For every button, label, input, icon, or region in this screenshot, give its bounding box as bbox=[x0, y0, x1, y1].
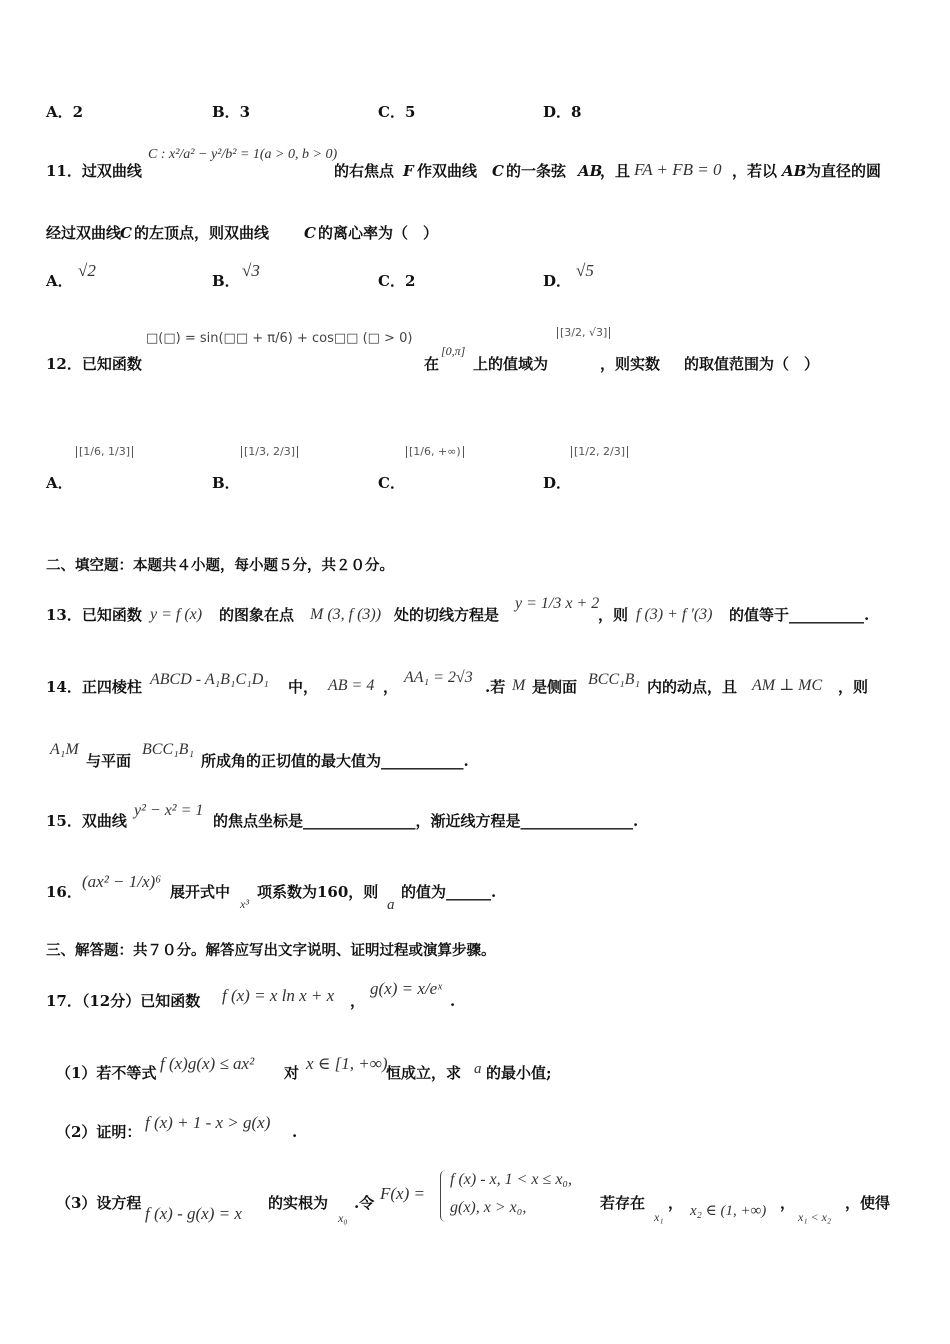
q11-vector-condition: FA + FB = 0 bbox=[634, 160, 722, 179]
q10-option-a: A．2 bbox=[46, 103, 84, 121]
q17-part2-dot: . bbox=[292, 1123, 298, 1141]
q12-interval: [0,π] bbox=[441, 344, 466, 358]
q14-text4: 内的动点，且 bbox=[647, 678, 738, 696]
q12-option-d-value: [1/2, 2/3] bbox=[571, 446, 628, 458]
q11-C2: C bbox=[120, 224, 132, 242]
q17-part3-x0: x₀ bbox=[338, 1211, 348, 1225]
q17-part3-equation: f (x) - g(x) = x bbox=[145, 1204, 242, 1223]
q12-option-c-value: [1/6, +∞) bbox=[406, 446, 464, 458]
q11-option-c: C．2 bbox=[378, 272, 416, 290]
q17-part3-label: （3）设方程 bbox=[56, 1194, 142, 1212]
q11-line2c: 的离心率为（ ） bbox=[318, 224, 439, 242]
q12-option-b-value: [1/3, 2/3] bbox=[241, 446, 298, 458]
q17-part1-a: a bbox=[474, 1061, 482, 1077]
q11-hyperbola-equation: C : x²/a² − y²/b² = 1(a > 0, b > 0) bbox=[148, 147, 338, 162]
q16-x3: x³ bbox=[240, 897, 249, 911]
q17-part3-x2-range: x₂ ∈ (1, +∞) bbox=[690, 1203, 767, 1219]
q14-text6: 与平面 bbox=[86, 752, 132, 770]
q15-number: 15．双曲线 bbox=[46, 812, 127, 830]
q17-part3-comma2: ， bbox=[780, 1194, 796, 1212]
q16-text1: 展开式中 bbox=[170, 883, 231, 901]
q11-line2: 经过双曲线 bbox=[46, 224, 122, 242]
q11-option-a-value: √2 bbox=[78, 261, 96, 280]
q12-option-a: A． bbox=[46, 474, 73, 492]
q13-point: M (3, f (3)) bbox=[310, 606, 382, 623]
q14-face: BCC₁B₁ bbox=[588, 671, 641, 688]
q13-text1: 的图象在点 bbox=[219, 606, 295, 624]
q10-option-c: C．5 bbox=[378, 103, 416, 121]
q14-number: 14．正四棱柱 bbox=[46, 678, 142, 696]
q12-function-formula: □(□) = sin(□□ + π/6) + cos□□ (□ > 0) bbox=[146, 331, 413, 346]
q14-perpendicular: AM ⊥ MC bbox=[752, 677, 823, 694]
q16-text3: 的值为______. bbox=[401, 883, 497, 901]
q17-part2-label: （2）证明： bbox=[56, 1123, 142, 1141]
q17-part1-text: 恒成立，求 bbox=[386, 1064, 462, 1082]
q11-text3: 的一条弦 bbox=[506, 162, 567, 180]
q14-text2: .若 bbox=[485, 678, 506, 696]
q12-option-d: D． bbox=[543, 474, 572, 492]
q11-C: C bbox=[492, 162, 504, 180]
q14-ab-length: AB = 4 bbox=[328, 677, 375, 694]
q17-part3-text2: .令 bbox=[354, 1194, 375, 1212]
q17-part3-case2: g(x), x > x₀, bbox=[450, 1199, 527, 1216]
q14-prism: ABCD - A₁B₁C₁D₁ bbox=[150, 671, 269, 688]
q17-part3-x1: x₁ bbox=[654, 1210, 664, 1224]
q10-option-b: B．3 bbox=[212, 103, 251, 121]
q16-text2: 项系数为160，则 bbox=[257, 883, 379, 901]
q12-range: [3/2, √3] bbox=[557, 327, 610, 339]
q13-text3: ，则 bbox=[598, 606, 629, 624]
q14-text3: 是侧面 bbox=[532, 678, 578, 696]
q11-option-d: D． bbox=[543, 272, 572, 290]
q12-text2: ，则实数 bbox=[600, 355, 661, 373]
q13-tangent-line: y = 1/3 x + 2 bbox=[515, 595, 600, 612]
q17-part3-end: ，使得 bbox=[845, 1194, 891, 1212]
q17-part3-case1: f (x) - x, 1 < x ≤ x₀, bbox=[450, 1171, 572, 1188]
q12-text3: 的取值范围为（ ） bbox=[684, 355, 820, 373]
q17-part1-label: （1）若不等式 bbox=[56, 1064, 157, 1082]
q12-option-b: B． bbox=[212, 474, 240, 492]
q17-part3-x1-lt-x2: x₁ < x₂ bbox=[798, 1210, 832, 1224]
q13-number: 13．已知函数 bbox=[46, 606, 142, 624]
q14-face2: BCC₁B₁ bbox=[142, 741, 195, 758]
q17-dot: . bbox=[450, 992, 456, 1010]
q11-text5: ，若以 bbox=[732, 162, 778, 180]
q17-part1-range: x ∈ [1, +∞) bbox=[306, 1054, 388, 1073]
q11-AB2: AB bbox=[782, 162, 807, 180]
q11-line2b: 的左顶点，则双曲线 bbox=[134, 224, 270, 242]
q14-a1m: A₁M bbox=[50, 741, 79, 758]
q11-text6: 为直径的圆 bbox=[806, 162, 882, 180]
q17-number: 17．（12分）已知函数 bbox=[46, 992, 201, 1010]
q13-function: y = f (x) bbox=[150, 606, 203, 623]
q17-part3-comma: ， bbox=[668, 1194, 684, 1212]
q11-text4: ，且 bbox=[600, 162, 631, 180]
q11-option-b: B． bbox=[212, 272, 240, 290]
q12-option-a-value: [1/6, 1/3] bbox=[76, 446, 133, 458]
q17-part1-inequality: f (x)g(x) ≤ ax² bbox=[160, 1054, 255, 1073]
q12-option-c: C． bbox=[378, 474, 405, 492]
q13-text4: 的值等于__________. bbox=[729, 606, 870, 624]
q15-text1: 的焦点坐标是_______________，渐近线方程是_______________. bbox=[213, 812, 639, 830]
q11-option-b-value: √3 bbox=[242, 261, 260, 280]
q16-a: a bbox=[387, 897, 395, 913]
q17-g-definition: g(x) = x/eˣ bbox=[370, 979, 442, 998]
q11-text2: 作双曲线 bbox=[417, 162, 478, 180]
q16-number: 16． bbox=[46, 883, 82, 901]
q14-text7: 所成角的正切值的最大值为___________. bbox=[201, 752, 469, 770]
q17-f-definition: f (x) = x ln x + x bbox=[222, 986, 335, 1005]
q11-option-d-value: √5 bbox=[576, 261, 594, 280]
q15-equation: y² − x² = 1 bbox=[134, 802, 204, 819]
q17-part3-F: F(x) = bbox=[380, 1184, 425, 1203]
q14-text5: ，则 bbox=[838, 678, 869, 696]
q14-aa1-length: AA₁ = 2√3 bbox=[404, 669, 473, 686]
q14-comma: ， bbox=[383, 678, 399, 696]
q17-part1-end: 的最小值; bbox=[486, 1064, 552, 1082]
q17-part2-inequality: f (x) + 1 - x > g(x) bbox=[145, 1113, 271, 1132]
q11-text1: 的右焦点 bbox=[334, 162, 395, 180]
q12-number: 12．已知函数 bbox=[46, 355, 142, 373]
q17-comma: ， bbox=[350, 992, 366, 1010]
q11-option-a: A． bbox=[46, 272, 73, 290]
q11-AB: AB bbox=[578, 162, 603, 180]
q12-text1: 上的值域为 bbox=[473, 355, 549, 373]
q11-C3: C bbox=[304, 224, 316, 242]
q16-binomial: (ax² − 1/x)⁶ bbox=[82, 872, 162, 891]
q17-part3-text1: 的实根为 bbox=[268, 1194, 329, 1212]
section-2-heading: 二、填空题：本题共４小题，每小题５分，共２０分。 bbox=[46, 557, 394, 574]
q17-part3-text3: 若存在 bbox=[600, 1194, 646, 1212]
q13-text2: 处的切线方程是 bbox=[394, 606, 500, 624]
q12-in: 在 bbox=[424, 355, 440, 373]
section-3-heading: 三、解答题：共７０分。解答应写出文字说明、证明过程或演算步骤。 bbox=[46, 942, 496, 959]
q11-number: 11．过双曲线 bbox=[46, 162, 142, 180]
q10-option-d: D．8 bbox=[543, 103, 582, 121]
q11-F: F bbox=[403, 162, 414, 180]
q14-M: M bbox=[512, 677, 526, 694]
q13-expression: f (3) + f ′(3) bbox=[636, 606, 713, 623]
q17-part3-brace bbox=[440, 1170, 447, 1222]
q14-text1: 中， bbox=[288, 678, 319, 696]
q17-part1-dui: 对 bbox=[284, 1064, 300, 1082]
